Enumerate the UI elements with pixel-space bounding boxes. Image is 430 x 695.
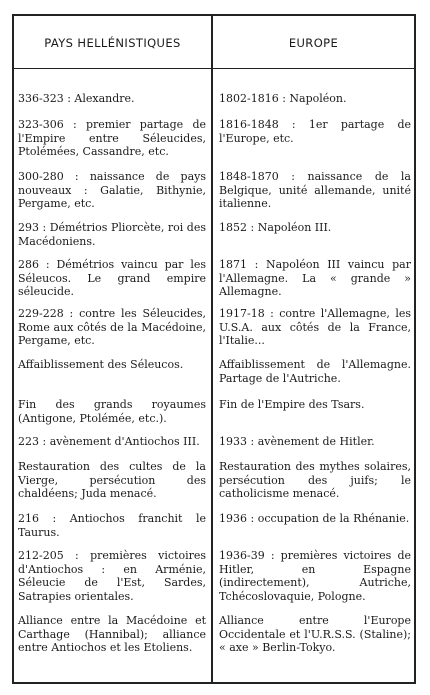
- header-rule: [12, 68, 416, 69]
- header-europe: EUROPE: [288, 36, 339, 50]
- row-12-left: 212-205 : premières victoires d'Antiochos : en Arménie, Séleucie de l'Est, Sardes, Satrapies orientales.: [18, 549, 206, 603]
- row-8-right: Fin de l'Empire des Tsars.: [219, 398, 365, 411]
- row-1-right: 1802-1816 : Napoléon.: [219, 92, 347, 105]
- row-11-left: 216 : Antiochos franchit le Taurus.: [18, 512, 206, 539]
- row-12-right: 1936-39 : premières victoires de Hitler, en Espagne (indirectement), Autriche, Tchécoslovaquie, Pologne.: [219, 549, 411, 603]
- row-8-left: Fin des grands royaumes (Antigone, Ptolémée, etc.).: [18, 398, 206, 425]
- row-5-left: 286 : Démétrios vaincu par les Séleucos. Le grand empire séleucide.: [18, 258, 206, 298]
- row-9-left: 223 : avènement d'Antiochos III.: [18, 435, 200, 448]
- row-1-left: 336-323 : Alexandre.: [18, 92, 135, 105]
- row-10-right: Restauration des mythes solaires, persécution des juifs; le catholicisme menacé.: [219, 460, 411, 500]
- row-2-right: 1816-1848 : 1er partage de l'Europe, etc.: [219, 118, 411, 145]
- row-13-left: Alliance entre la Macédoine et Carthage (Hannibal); alliance entre Antiochos et les Etoliens.: [18, 614, 206, 654]
- row-6-left: 229-228 : contre les Séleucides, Rome aux côtés de la Macédoine, Pergame, etc.: [18, 307, 206, 347]
- header-hellenistic: PAYS HELLÉNISTIQUES: [44, 36, 181, 50]
- row-10-left: Restauration des cultes de la Vierge, persécution des chaldéens; Juda menacé.: [18, 460, 206, 500]
- row-3-left: 300-280 : naissance de pays nouveaux : Galatie, Bithynie, Pergame, etc.: [18, 170, 206, 210]
- row-7-right: Affaiblissement de l'Allemagne. Partage de l'Autriche.: [219, 358, 411, 385]
- row-9-right: 1933 : avènement de Hitler.: [219, 435, 375, 448]
- row-4-left: 293 : Démétrios Pliorcète, roi des Macédoniens.: [18, 221, 206, 248]
- row-11-right: 1936 : occupation de la Rhénanie.: [219, 512, 410, 525]
- row-2-left: 323-306 : premier partage de l'Empire entre Séleucides, Ptolémées, Cassandre, etc.: [18, 118, 206, 158]
- row-4-right: 1852 : Napoléon III.: [219, 221, 332, 234]
- column-divider: [211, 14, 213, 684]
- row-13-right: Alliance entre l'Europe Occidentale et l'U.R.S.S. (Staline); « axe » Berlin-Tokyo.: [219, 614, 411, 654]
- row-3-right: 1848-1870 : naissance de la Belgique, unité allemande, unité italienne.: [219, 170, 411, 210]
- row-6-right: 1917-18 : contre l'Allemagne, les U.S.A. aux côtés de la France, l'Italie...: [219, 307, 411, 347]
- row-5-right: 1871 : Napoléon III vaincu par l'Allemagne. La « grande » Allemagne.: [219, 258, 411, 298]
- row-7-left: Affaiblissement des Séleucos.: [18, 358, 184, 371]
